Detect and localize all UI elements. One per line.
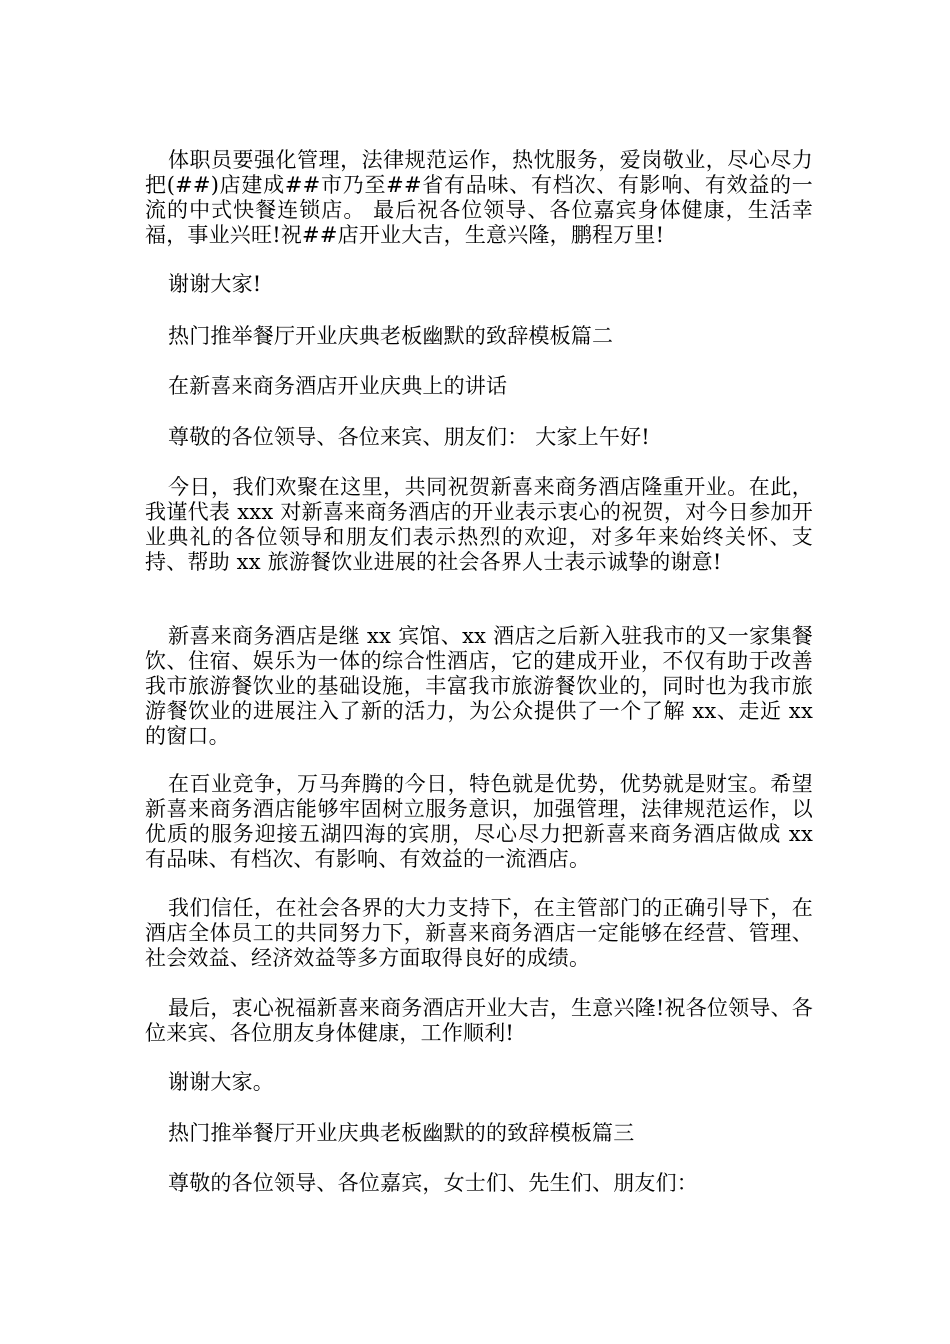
paragraph-confidence: 我们信任，在社会各界的大力支持下，在主管部门的正确引导下，在酒店全体员工的共同努力下，新喜来商务酒店一定能够在经营、管理、社会效益、经济效益等多方面取得良好的成绩。: [145, 896, 813, 970]
paragraph-final-wishes: 最后，衷心祝福新喜来商务酒店开业大吉，生意兴隆!祝各位领导、各位来宾、各位朋友身体健康，工作顺利!: [145, 996, 813, 1045]
paragraph-congratulation: 今日，我们欢聚在这里，共同祝贺新喜来商务酒店隆重开业。在此，我谨代表 xxx 对新喜来商务酒店的开业表示衷心的祝贺，对今日参加开业典礼的各位领导和朋友们表示热烈的欢迎，对多年来始终关怀、支持、帮助 xx 旅游餐饮业进展的社会各界人士表示诚挚的谢意!: [145, 475, 813, 574]
section-heading-part-three: 热门推举餐厅开业庆典老板幽默的的致辞模板篇三: [168, 1121, 635, 1145]
section-heading-part-two: 热门推举餐厅开业庆典老板幽默的致辞模板篇二: [168, 324, 614, 348]
paragraph-thanks: 谢谢大家!: [168, 272, 262, 296]
paragraph-hotel-introduction: 新喜来商务酒店是继 xx 宾馆、xx 酒店之后新入驻我市的又一家集餐饮、住宿、娱乐为一体的综合性酒店，它的建成开业，不仅有助于改善我市旅游餐饮业的基础设施，丰富我市旅游餐饮业的，同时也为我市旅游餐饮业的进展注入了新的活力，为公众提供了一个了解 xx、走近 xx 的窗口。: [145, 624, 813, 748]
paragraph-hopes: 在百业竞争，万马奔腾的今日，特色就是优势，优势就是财宝。希望新喜来商务酒店能够牢固树立服务意识，加强管理，法律规范运作，以优质的服务迎接五湖四海的宾朋，尽心尽力把新喜来商务酒店做成 xx 有品味、有档次、有影响、有效益的一流酒店。: [145, 772, 813, 871]
paragraph-salutation-part-three: 尊敬的各位领导、各位嘉宾，女士们、先生们、朋友们：: [168, 1171, 698, 1195]
speech-title: 在新喜来商务酒店开业庆典上的讲话: [168, 374, 508, 398]
paragraph-salutation: 尊敬的各位领导、各位来宾、朋友们： 大家上午好!: [168, 425, 650, 449]
paragraph-closing-remarks: 体职员要强化管理，法律规范运作，热忱服务，爱岗敬业，尽心尽力把(##)店建成##市乃至##省有品味、有档次、有影响、有效益的一流的中式快餐连锁店。 最后祝各位领导、各位嘉宾身体健康，生活幸福，事业兴旺!祝##店开业大吉，生意兴隆，鹏程万里!: [145, 148, 813, 247]
paragraph-thanks-closing: 谢谢大家。: [168, 1070, 274, 1094]
